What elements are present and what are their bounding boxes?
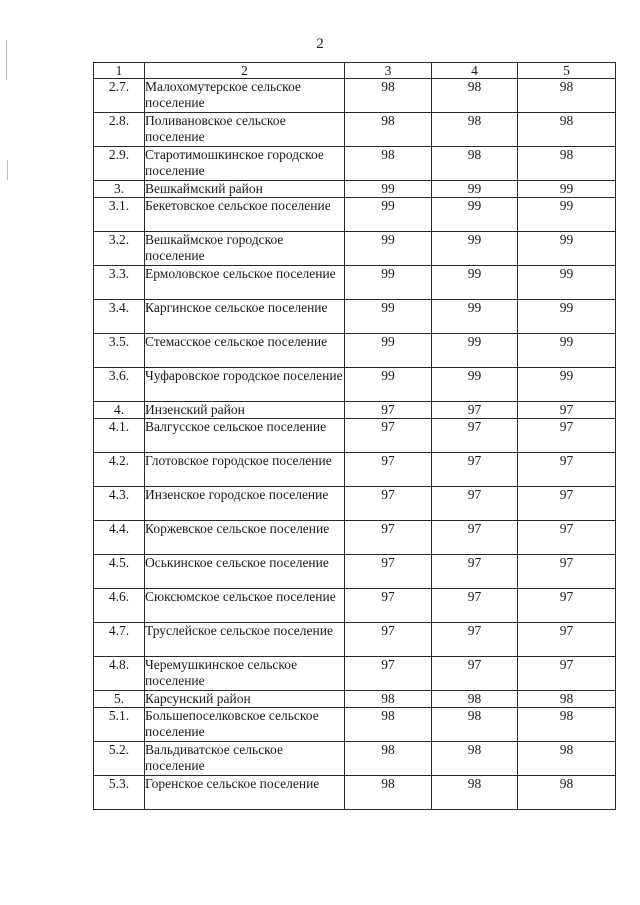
column-5-value: 98 xyxy=(518,742,616,776)
table-row xyxy=(94,555,616,589)
column-3-value: 97 xyxy=(345,453,432,487)
row-number: 4.6. xyxy=(94,589,145,623)
column-5-value: 99 xyxy=(518,266,616,300)
scan-edge-mark xyxy=(6,40,7,80)
row-number: 3.5. xyxy=(94,334,145,368)
table-row xyxy=(94,198,616,232)
column-4-value: 98 xyxy=(432,147,518,181)
column-4-value: 99 xyxy=(432,266,518,300)
table-row xyxy=(94,334,616,368)
column-3-value: 97 xyxy=(345,487,432,521)
column-4-value: 99 xyxy=(432,181,518,198)
table-row xyxy=(94,742,616,776)
municipality-name: Поливановское сельское поселение xyxy=(145,113,345,147)
column-4-value: 98 xyxy=(432,79,518,113)
column-5-value: 97 xyxy=(518,402,616,419)
table-row xyxy=(94,79,616,113)
table-row xyxy=(94,708,616,742)
table-row xyxy=(94,368,616,402)
column-3-value: 99 xyxy=(345,300,432,334)
table-row xyxy=(94,589,616,623)
row-number: 5.3. xyxy=(94,776,145,810)
column-3-value: 97 xyxy=(345,589,432,623)
column-3-value: 97 xyxy=(345,555,432,589)
row-number: 4.1. xyxy=(94,419,145,453)
column-5-value: 99 xyxy=(518,181,616,198)
municipality-table xyxy=(93,62,616,810)
column-5-value: 99 xyxy=(518,232,616,266)
municipality-name: Старотимошкинское городское поселение xyxy=(145,147,345,181)
municipality-name: Чуфаровское городское поселение xyxy=(145,368,345,402)
column-4-value: 98 xyxy=(432,691,518,708)
column-3-value: 97 xyxy=(345,402,432,419)
municipality-name: Труслейское сельское поселение xyxy=(145,623,345,657)
column-header-5: 5 xyxy=(518,63,616,79)
column-header-2: 2 xyxy=(145,63,345,79)
table-row xyxy=(94,453,616,487)
column-5-value: 97 xyxy=(518,657,616,691)
column-4-value: 98 xyxy=(432,776,518,810)
column-header-4: 4 xyxy=(432,63,518,79)
row-number: 5.2. xyxy=(94,742,145,776)
municipality-name: Вешкаймское городское поселение xyxy=(145,232,345,266)
table-row xyxy=(94,113,616,147)
column-5-value: 98 xyxy=(518,113,616,147)
column-5-value: 98 xyxy=(518,691,616,708)
municipality-name: Большепоселковское сельское поселение xyxy=(145,708,345,742)
column-4-value: 99 xyxy=(432,368,518,402)
column-3-value: 99 xyxy=(345,198,432,232)
table-row xyxy=(94,402,616,419)
municipality-name: Каргинское сельское поселение xyxy=(145,300,345,334)
table-row xyxy=(94,487,616,521)
column-3-value: 97 xyxy=(345,419,432,453)
row-number: 3.6. xyxy=(94,368,145,402)
table-row xyxy=(94,691,616,708)
municipality-name: Инзенский район xyxy=(145,402,345,419)
municipality-name: Бекетовское сельское поселение xyxy=(145,198,345,232)
table-row xyxy=(94,266,616,300)
row-number: 4.2. xyxy=(94,453,145,487)
column-5-value: 98 xyxy=(518,708,616,742)
municipality-name: Инзенское городское поселение xyxy=(145,487,345,521)
municipality-name: Горенское сельское поселение xyxy=(145,776,345,810)
column-4-value: 97 xyxy=(432,453,518,487)
column-4-value: 97 xyxy=(432,402,518,419)
table-body xyxy=(94,79,616,810)
row-number: 4.4. xyxy=(94,521,145,555)
column-3-value: 98 xyxy=(345,776,432,810)
column-4-value: 97 xyxy=(432,555,518,589)
table-row xyxy=(94,300,616,334)
municipality-name: Черемушкинское сельское поселение xyxy=(145,657,345,691)
table-row xyxy=(94,623,616,657)
column-4-value: 98 xyxy=(432,742,518,776)
table-row xyxy=(94,657,616,691)
column-4-value: 99 xyxy=(432,232,518,266)
column-4-value: 97 xyxy=(432,419,518,453)
column-4-value: 99 xyxy=(432,198,518,232)
municipality-name: Оськинское сельское поселение xyxy=(145,555,345,589)
table-row xyxy=(94,521,616,555)
column-4-value: 99 xyxy=(432,334,518,368)
column-5-value: 97 xyxy=(518,419,616,453)
row-number: 4.5. xyxy=(94,555,145,589)
column-3-value: 97 xyxy=(345,657,432,691)
column-3-value: 99 xyxy=(345,368,432,402)
column-5-value: 97 xyxy=(518,555,616,589)
column-5-value: 99 xyxy=(518,300,616,334)
row-number: 4.8. xyxy=(94,657,145,691)
municipality-name: Сюксюмское сельское поселение xyxy=(145,589,345,623)
column-4-value: 97 xyxy=(432,487,518,521)
column-3-value: 99 xyxy=(345,181,432,198)
table-row xyxy=(94,776,616,810)
municipality-name: Вешкаймский район xyxy=(145,181,345,198)
column-5-value: 97 xyxy=(518,487,616,521)
municipality-name: Валгусское сельское поселение xyxy=(145,419,345,453)
column-5-value: 97 xyxy=(518,589,616,623)
column-3-value: 98 xyxy=(345,147,432,181)
table-row xyxy=(94,419,616,453)
column-5-value: 97 xyxy=(518,623,616,657)
column-3-value: 99 xyxy=(345,232,432,266)
column-4-value: 97 xyxy=(432,623,518,657)
column-3-value: 99 xyxy=(345,266,432,300)
row-number: 5.1. xyxy=(94,708,145,742)
municipality-name: Карсунский район xyxy=(145,691,345,708)
row-number: 4.3. xyxy=(94,487,145,521)
row-number: 3.2. xyxy=(94,232,145,266)
municipality-name: Коржевское сельское поселение xyxy=(145,521,345,555)
municipality-name: Ермоловское сельское поселение xyxy=(145,266,345,300)
column-5-value: 98 xyxy=(518,147,616,181)
column-3-value: 99 xyxy=(345,334,432,368)
column-4-value: 99 xyxy=(432,300,518,334)
row-number: 3. xyxy=(94,181,145,198)
table-header-row xyxy=(94,63,616,79)
municipality-name: Глотовское городское поселение xyxy=(145,453,345,487)
column-3-value: 97 xyxy=(345,623,432,657)
column-3-value: 98 xyxy=(345,691,432,708)
column-4-value: 98 xyxy=(432,113,518,147)
column-5-value: 97 xyxy=(518,453,616,487)
page-number: 2 xyxy=(316,36,324,52)
column-5-value: 98 xyxy=(518,79,616,113)
column-3-value: 98 xyxy=(345,79,432,113)
column-4-value: 97 xyxy=(432,521,518,555)
row-number: 3.4. xyxy=(94,300,145,334)
row-number: 4. xyxy=(94,402,145,419)
row-number: 2.7. xyxy=(94,79,145,113)
scan-edge-mark xyxy=(7,160,8,180)
table-row xyxy=(94,181,616,198)
row-number: 3.3. xyxy=(94,266,145,300)
column-3-value: 98 xyxy=(345,742,432,776)
municipality-name: Малохомутерское сельское поселение xyxy=(145,79,345,113)
row-number: 5. xyxy=(94,691,145,708)
column-4-value: 97 xyxy=(432,589,518,623)
table-row xyxy=(94,147,616,181)
column-5-value: 99 xyxy=(518,368,616,402)
column-3-value: 98 xyxy=(345,113,432,147)
column-5-value: 99 xyxy=(518,198,616,232)
column-3-value: 97 xyxy=(345,521,432,555)
column-5-value: 99 xyxy=(518,334,616,368)
column-5-value: 97 xyxy=(518,521,616,555)
municipality-name: Вальдиватское сельское поселение xyxy=(145,742,345,776)
row-number: 3.1. xyxy=(94,198,145,232)
column-4-value: 97 xyxy=(432,657,518,691)
column-header-3: 3 xyxy=(345,63,432,79)
row-number: 4.7. xyxy=(94,623,145,657)
column-4-value: 98 xyxy=(432,708,518,742)
table-row xyxy=(94,232,616,266)
row-number: 2.8. xyxy=(94,113,145,147)
municipality-name: Стемасское сельское поселение xyxy=(145,334,345,368)
row-number: 2.9. xyxy=(94,147,145,181)
column-header-1: 1 xyxy=(94,63,145,79)
column-3-value: 98 xyxy=(345,708,432,742)
column-5-value: 98 xyxy=(518,776,616,810)
